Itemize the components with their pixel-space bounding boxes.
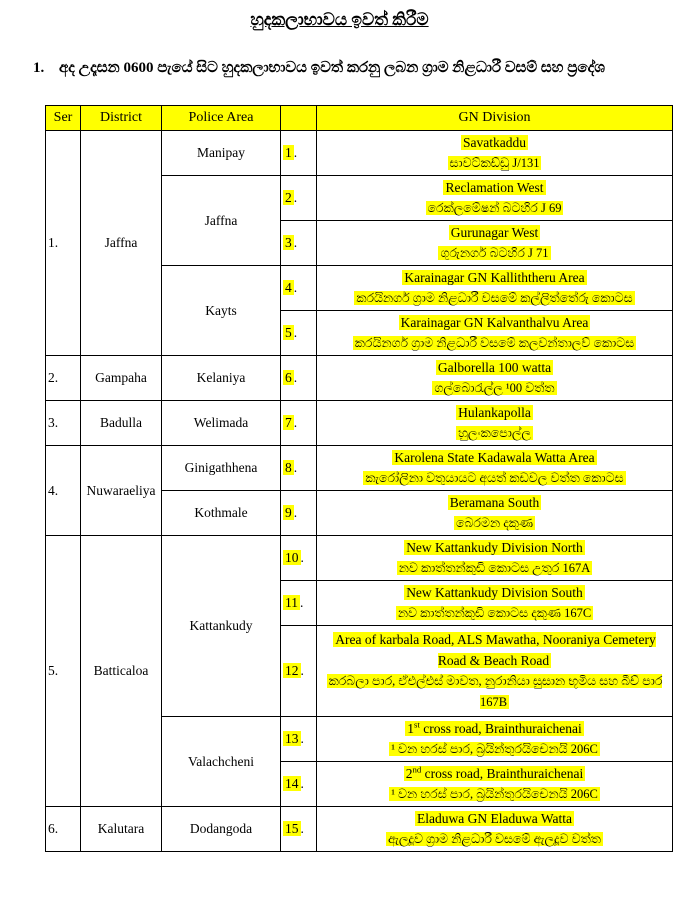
gn-division-cell	[317, 762, 673, 807]
row-number-cell	[281, 807, 317, 852]
gn-sinhala-text: සාවට්කඩ්ඩු J/131	[449, 156, 540, 170]
police-area-cell: Manipay	[162, 131, 281, 176]
gn-division-cell	[317, 221, 673, 266]
row-number-dot: .	[300, 550, 304, 565]
row-number-dot: .	[300, 776, 304, 791]
gn-division-cell	[317, 131, 673, 176]
police-area-cell: Kayts	[162, 266, 281, 356]
row-number-dot: .	[293, 145, 298, 160]
gn-english-text: Beramana South	[449, 495, 540, 510]
gn-english-text: Hulankapolla	[458, 405, 531, 420]
row-number: 10	[285, 550, 299, 565]
row-number-dot: .	[293, 235, 298, 250]
gn-english-text-rest: cross road, Brainthuraichenai	[419, 721, 582, 736]
row-number-cell	[281, 131, 317, 176]
row-number-cell	[281, 491, 317, 536]
gn-division-cell	[317, 446, 673, 491]
row-number: 4	[285, 280, 292, 295]
gn-division-cell	[317, 176, 673, 221]
gn-division-cell	[317, 311, 673, 356]
row-number: 1	[285, 145, 292, 160]
row-number-cell	[281, 266, 317, 311]
gn-sinhala-text: ¹ වන හරස් පාර, බ්‍රයින්තුරයිචෙනයි 206C	[391, 787, 598, 801]
district-cell: Batticaloa	[81, 536, 162, 807]
gn-english-text: Eladuwa GN Eladuwa Watta	[417, 811, 572, 826]
table-row	[46, 446, 673, 491]
police-area-cell: Kelaniya	[162, 356, 281, 401]
gn-english-text: 2	[405, 766, 413, 781]
district-cell: Jaffna	[81, 131, 162, 356]
row-number-dot: .	[300, 821, 304, 836]
row-number: 7	[285, 415, 292, 430]
gn-english-ordinal-suffix: nd	[412, 764, 422, 775]
row-number-cell	[281, 581, 317, 626]
row-number-cell	[281, 446, 317, 491]
gn-division-cell	[317, 491, 673, 536]
row-number-cell	[281, 626, 317, 717]
district-cell: Badulla	[81, 401, 162, 446]
district-cell: Gampaha	[81, 356, 162, 401]
police-area-cell: Jaffna	[162, 176, 281, 266]
document-title: හුදකලාභාවය ඉවත් කිරීම	[250, 10, 429, 29]
ser-cell: 2.	[46, 356, 81, 401]
gn-division-table	[45, 105, 673, 852]
intro-paragraph	[33, 52, 649, 85]
district-cell: Nuwaraeliya	[81, 446, 162, 536]
gn-sinhala-text: නව කාත්තන්කුඩි කොටස දකුණ 167C	[397, 606, 592, 620]
row-number-cell	[281, 401, 317, 446]
gn-sinhala-text: හුලංකපොල්ල	[458, 426, 531, 440]
row-number-dot: .	[293, 280, 298, 295]
gn-english-text: Savatkaddu	[463, 135, 526, 150]
gn-sinhala-text: බෙරමන දකුණ	[455, 516, 533, 530]
table-row	[46, 131, 673, 176]
gn-english-text: Karolena State Kadawala Watta Area	[394, 450, 595, 465]
row-number-cell	[281, 176, 317, 221]
gn-english-text: New Kattankudy Division North	[406, 540, 583, 555]
gn-division-cell	[317, 626, 673, 717]
row-number-cell	[281, 221, 317, 266]
row-number: 9	[285, 505, 292, 520]
gn-sinhala-text: ගල්බොරැල්ල ¹00 වත්ත	[434, 381, 555, 395]
table-row	[46, 356, 673, 401]
intro-text: අද උදෑසන 0600 පැයේ සිට හුදකලාභාවය ඉවත් කරනු ලබන ග්‍රාම නිළධාරී වසම් සහ ප්‍රදේශ	[59, 60, 605, 76]
gn-english-text: New Kattankudy Division South	[406, 585, 583, 600]
gn-division-cell	[317, 536, 673, 581]
police-area-cell: Ginigathhena	[162, 446, 281, 491]
ser-cell: 1.	[46, 131, 81, 356]
row-number: 11	[285, 595, 298, 610]
gn-division-cell	[317, 581, 673, 626]
ser-cell: 5.	[46, 536, 81, 807]
ser-cell: 6.	[46, 807, 81, 852]
header-district: District	[81, 106, 162, 131]
gn-sinhala-text: කැරෝලිනා වතුයායට අයත් කඩවල වත්ත කොටස	[365, 471, 624, 485]
table-row	[46, 536, 673, 581]
row-number-cell	[281, 717, 317, 762]
row-number: 3	[285, 235, 292, 250]
gn-sinhala-text: ඇලදූව ග්‍රාම නිළධාරී වසමේ ඇලදූව වත්ත	[388, 832, 601, 846]
row-number: 6	[285, 370, 292, 385]
row-number-dot: .	[293, 415, 298, 430]
row-number: 5	[285, 325, 292, 340]
gn-english-text: Karainagar GN Kalliththeru Area	[404, 270, 585, 285]
header-ser: Ser	[46, 106, 81, 131]
gn-sinhala-text: නව කාත්තන්කුඩි කොටස උතුර 167A	[398, 561, 591, 575]
row-number-dot: .	[300, 731, 304, 746]
gn-english-text: Karainagar GN Kalvanthalvu Area	[400, 315, 589, 330]
row-number-dot: .	[293, 460, 298, 475]
row-number: 8	[285, 460, 292, 475]
police-area-cell: Dodangoda	[162, 807, 281, 852]
intro-number: 1.	[33, 60, 45, 76]
gn-english-text-rest: cross road, Brainthuraichenai	[421, 766, 584, 781]
gn-english-ordinal-suffix: st	[413, 719, 420, 730]
row-number: 14	[285, 776, 299, 791]
row-number: 12	[285, 663, 299, 678]
row-number-dot: .	[293, 505, 298, 520]
gn-division-cell	[317, 807, 673, 852]
row-number-cell	[281, 311, 317, 356]
police-area-cell: Kothmale	[162, 491, 281, 536]
ser-cell: 4.	[46, 446, 81, 536]
row-number: 2	[285, 190, 292, 205]
gn-sinhala-text: කරබලා පාර, ඒඑල්එස් මාවත, නුරානියා සුසාන භූමිය සහ බීච් පාර 167B	[328, 674, 663, 709]
row-number-dot: .	[293, 325, 298, 340]
row-number-cell	[281, 762, 317, 807]
header-gn-division: GN Division	[317, 106, 673, 131]
table-row	[46, 807, 673, 852]
gn-english-text: Area of karbala Road, ALS Mawatha, Nooraniya Cemetery Road & Beach Road	[335, 632, 656, 668]
gn-division-cell	[317, 266, 673, 311]
district-cell: Kalutara	[81, 807, 162, 852]
row-number-cell	[281, 536, 317, 581]
gn-division-cell	[317, 717, 673, 762]
gn-sinhala-text: ¹ වන හරස් පාර, බ්‍රයින්තුරයිචෙනයි 206C	[391, 742, 598, 756]
row-number-dot: .	[300, 663, 304, 678]
gn-english-text: Gurunagar West	[450, 225, 539, 240]
gn-english-text: 1	[407, 721, 414, 736]
row-number-cell	[281, 356, 317, 401]
row-number-dot: .	[293, 370, 298, 385]
gn-sinhala-text: ගුරුනගර් බටහිර J 71	[440, 246, 549, 260]
row-number: 13	[285, 731, 299, 746]
gn-division-cell	[317, 401, 673, 446]
gn-sinhala-text: කරයිනගර් ග්‍රාම නිළධාරී වසමේ කලවන්තාලව් කොටස	[354, 336, 635, 350]
ser-cell: 3.	[46, 401, 81, 446]
table-row	[46, 401, 673, 446]
gn-english-text: Galborella 100 watta	[437, 360, 552, 375]
row-number: 15	[285, 821, 299, 836]
gn-english-text: Reclamation West	[445, 180, 544, 195]
police-area-cell: Welimada	[162, 401, 281, 446]
police-area-cell: Kattankudy	[162, 536, 281, 717]
gn-sinhala-text: රෙක්ලමේෂන් බටහිර J 69	[427, 201, 562, 215]
gn-division-cell	[317, 356, 673, 401]
row-number-dot: .	[293, 190, 298, 205]
police-area-cell: Valachcheni	[162, 717, 281, 807]
header-number	[281, 106, 317, 131]
gn-sinhala-text: කරයිනගර් ග්‍රාම නිළධාරී වසමේ කල්ලිත්තේරු කොටස	[356, 291, 633, 305]
row-number-dot: .	[300, 595, 304, 610]
table-header-row	[46, 106, 673, 131]
header-police-area: Police Area	[162, 106, 281, 131]
